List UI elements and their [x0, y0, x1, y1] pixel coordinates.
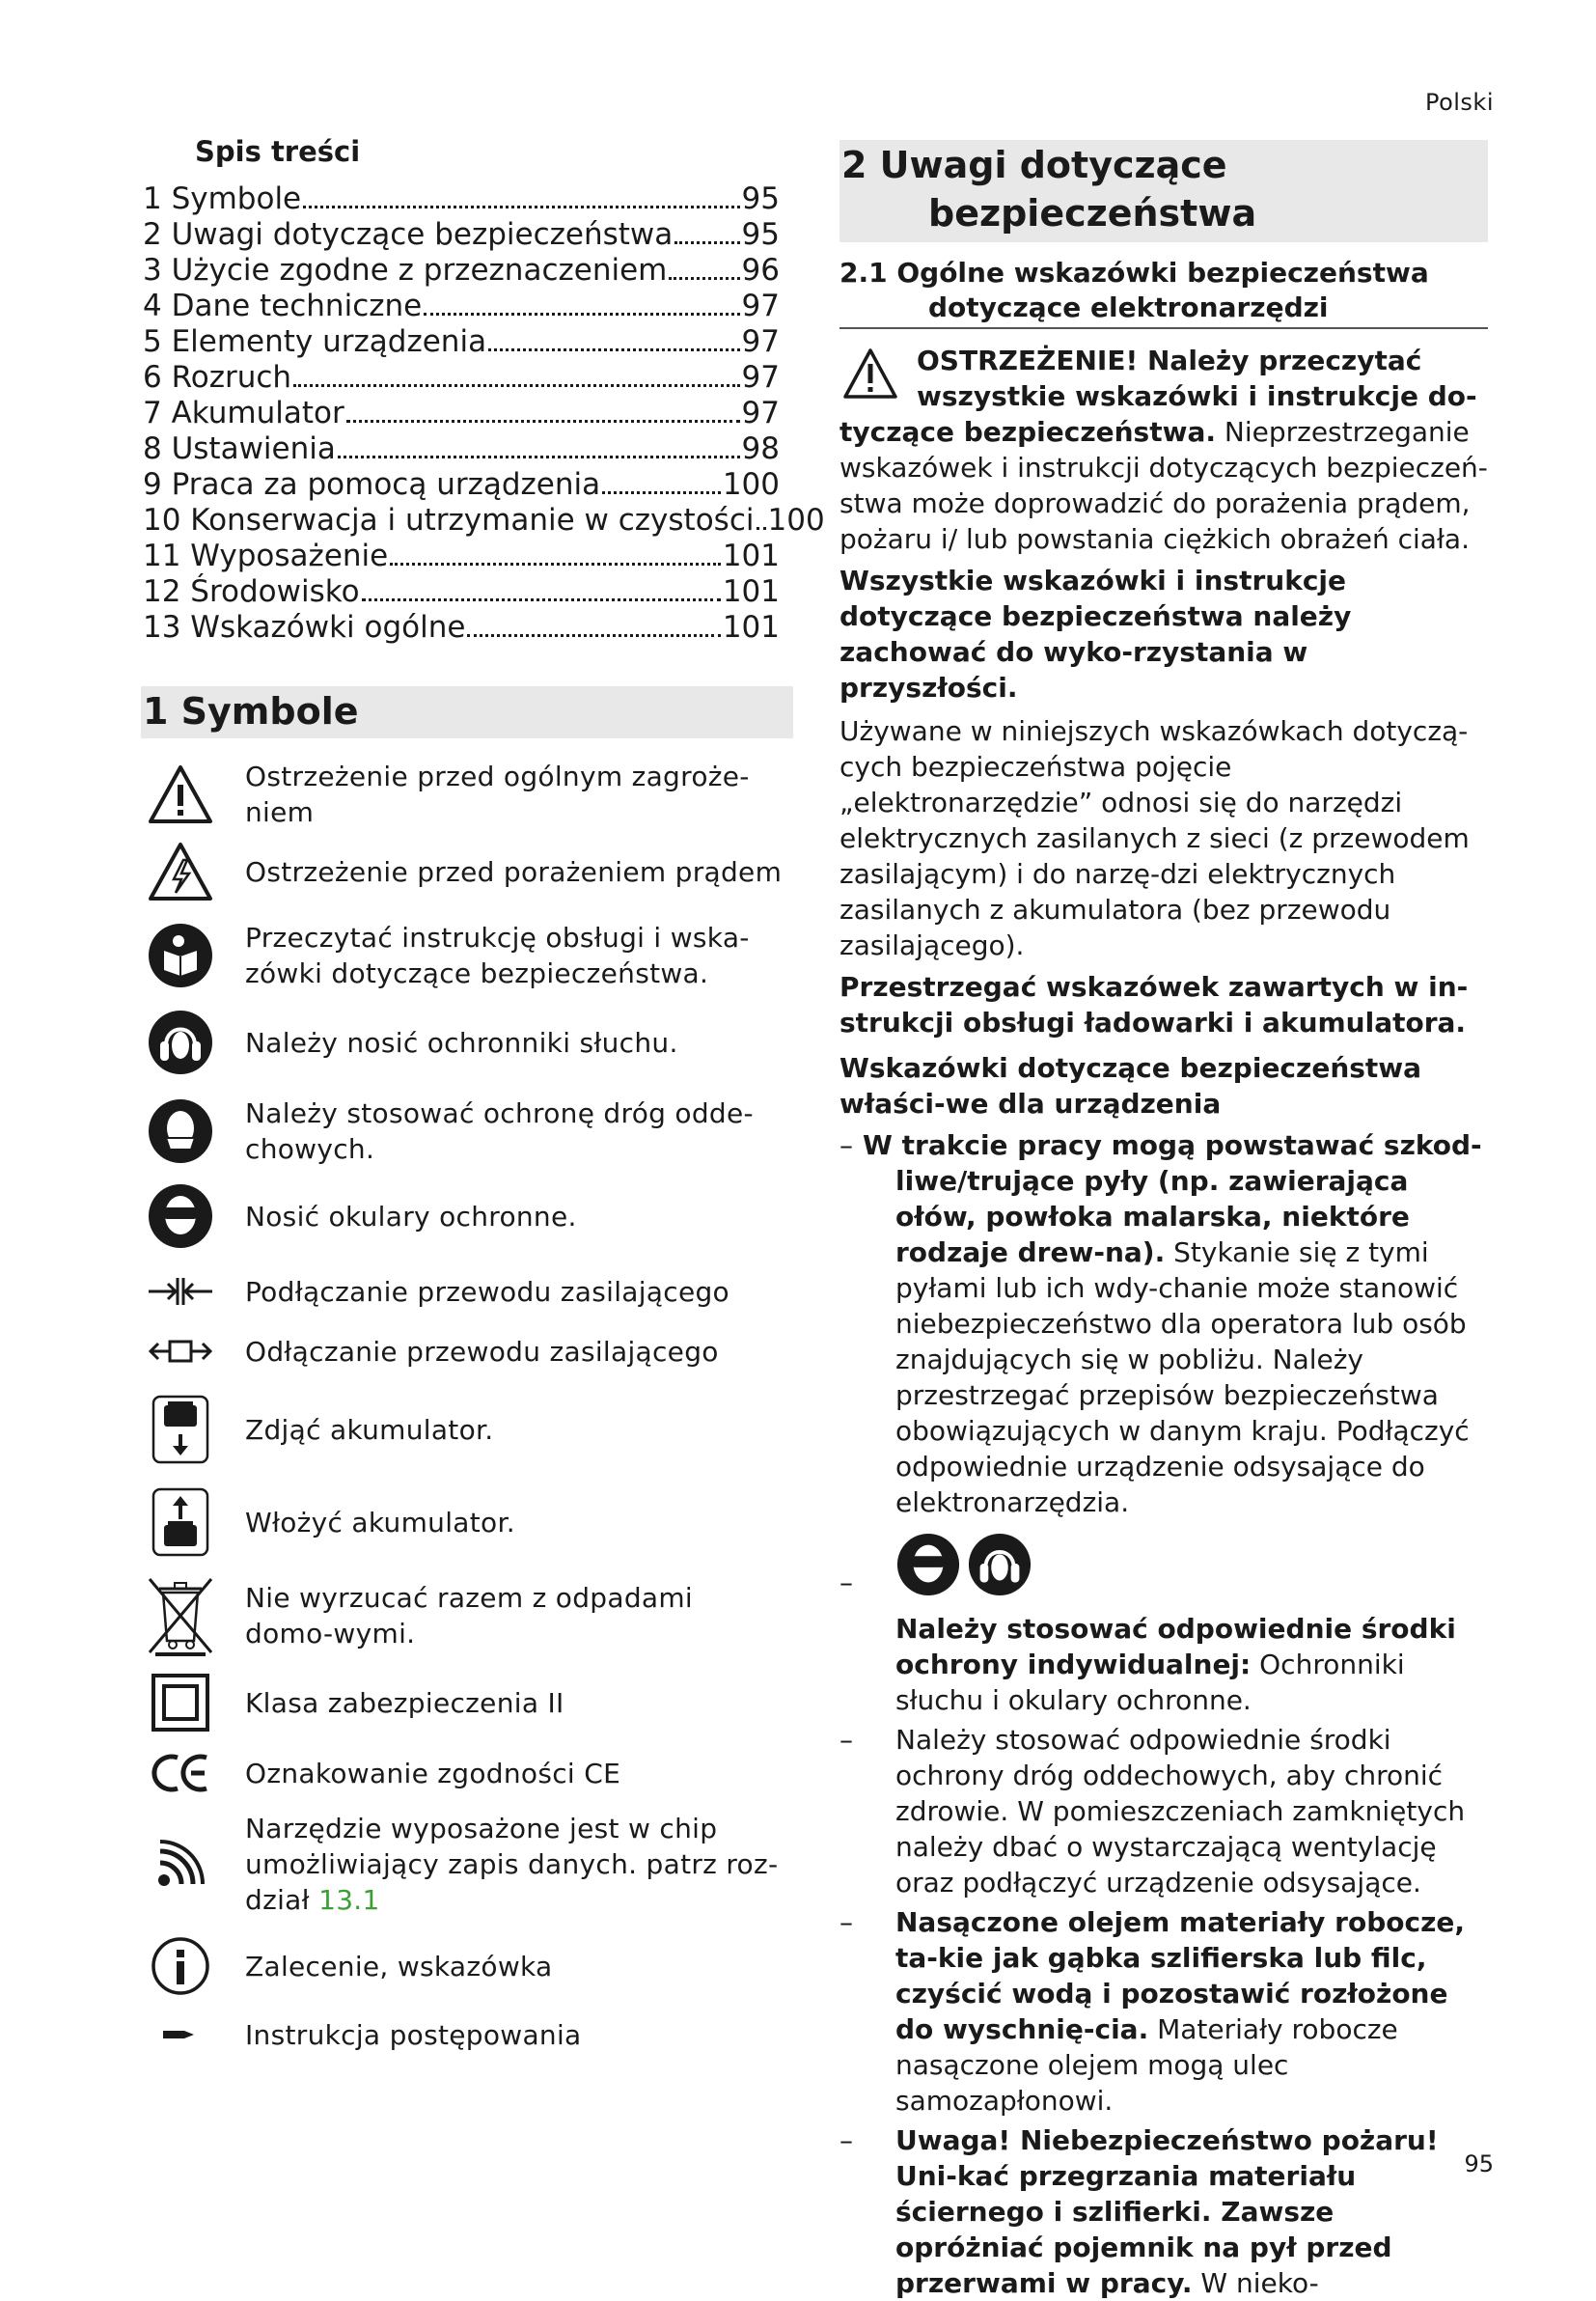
list-item: – Należy stosować odpowiednie środki ochrony dróg oddechowych, aby chronić zdrowie. W pomieszczeniach zamkniętych należy dbać o wystarczającą wentylację oraz podłączyć urządzenie odsysające. — [839, 1724, 1466, 1899]
toc-entry-page: 95 — [741, 217, 780, 252]
toc-entry-title: 10 Konserwacja i utrzymanie w czystości — [143, 503, 755, 538]
toc-entry-page: 97 — [741, 289, 780, 323]
toc-entry[interactable] — [143, 289, 780, 324]
symbol-item — [143, 1808, 791, 1920]
symbol-label: Zdjąć akumulator. — [245, 1413, 494, 1446]
ppe-icons-row: – — [839, 1530, 1488, 1605]
symbol-item — [143, 837, 791, 906]
toc-entry[interactable] — [143, 539, 780, 574]
toc-entry-page: 101 — [722, 574, 780, 609]
chapter-link[interactable]: 13.1 — [318, 1883, 380, 1916]
toc-entry-title: 9 Praca za pomocą urządzenia — [143, 467, 601, 502]
toc-leader-dots — [674, 241, 739, 244]
left-column — [143, 135, 825, 2059]
toc-entry-page: 97 — [741, 360, 780, 395]
symbol-item — [143, 760, 791, 829]
toc-entry-title: 4 Dane techniczne — [143, 289, 423, 323]
toc-entry-title: 13 Wskazówki ogólne — [143, 610, 466, 645]
toc-entry-page: 97 — [741, 324, 780, 359]
read-manual-icon — [143, 918, 218, 993]
crossed-bin-icon — [143, 1574, 218, 1657]
toc-title: Spis treści — [195, 135, 361, 168]
symbol-label: Przeczytać instrukcję obsługi i wska-zówki dotyczące bezpieczeństwa. — [245, 922, 750, 989]
toc-entry[interactable] — [143, 431, 780, 467]
symbol-label: Klasa zabezpieczenia II — [245, 1686, 564, 1719]
symbol-list — [143, 760, 791, 2059]
symbol-label: Narzędzie wyposażone jest w chip umożliwiający zapis danych. patrz roz-dział 13.1 — [245, 1812, 779, 1916]
symbol-label: Ostrzeżenie przed ogólnym zagroże-niem — [245, 761, 750, 828]
respiratory-protection-icon — [143, 1094, 218, 1169]
safety-goggles-icon — [895, 1532, 961, 1597]
list-item: – Nasączone olejem materiały robocze, ta-kie jak gąbka szlifierska lub filc, czyścić wodą i pozostawić rozłożone do wyschnię-cia. Materiały robocze nasączone olejem mogą ulec samozapłonowi. — [839, 1906, 1466, 2117]
symbol-item — [143, 1094, 791, 1169]
list-item: – Uwaga! Niebezpieczeństwo pożaru! Uni-kać przegrzania materiału ściernego i szlifierki. Zawsze opróżniać pojemnik na pył przed przerwami w pracy. W nieko- — [839, 2124, 1439, 2299]
toc-entry-title: 1 Symbole — [143, 181, 302, 216]
symbol-item — [143, 1669, 791, 1736]
keep-instructions-note: Wszystkie wskazówki i instrukcje dotyczące bezpieczeństwa należy zachować do wyko-rzystania w przyszłości. — [839, 565, 1352, 704]
warning-block: OSTRZEŻENIE! Należy przeczytać wszystkie wskazówki i instrukcje do- tyczące bezpieczeństwa. Nieprzestrzeganie wskazówek i instrukcji dotyczących bezpieczeń-stwa może doprowadzić do porażenia prądem, pożaru i/ lub powstania ciężkich obrażeń ciała. — [839, 345, 1488, 555]
toc-leader-dots — [362, 598, 721, 601]
instruction-arrow-icon — [143, 2010, 218, 2059]
toc-entry-title: 11 Wyposażenie — [143, 539, 389, 573]
device-safety-heading: Wskazówki dotyczące bezpieczeństwa właści-we dla urządzenia — [839, 1052, 1422, 1120]
warning-icon — [841, 347, 899, 404]
page-number: 95 — [1464, 2150, 1494, 2177]
definition-paragraph: Używane w niniejszych wskazówkach dotyczą-cych bezpieczeństwa pojęcie „elektronarzędzie” odnosi się do narzędzi elektrycznych zasilanych z sieci (z przewodem zasilającym) i do narzę-dzi elektrycznych zasilanych z akumulatora (bez przewodu zasilającego). — [839, 715, 1470, 961]
battery-remove-icon — [143, 1392, 218, 1467]
symbol-label: Podłączanie przewodu zasilającego — [245, 1275, 729, 1308]
toc-entry[interactable] — [143, 574, 780, 610]
list-item: – W trakcie pracy mogą powstawać szkod-liwe/trujące pyły (np. zawierająca ołów, powłoka malarska, niektóre rodzaje drew-na). Stykanie się z tymi pyłami lub ich wdy-chanie może stanowić niebezpieczeństwo dla operatora lub osób znajdujących się w pobliżu. Należy przestrzegać przepisów bezpieczeństwa obowiązujących w danym kraju. Podłączyć odpowiednie urządzenie odsysające do elektronarzędzia. — [839, 1129, 1482, 1518]
toc-leader-dots — [488, 348, 739, 351]
toc-leader-dots — [757, 527, 766, 530]
nfc-chip-icon — [143, 1826, 218, 1901]
symbol-label: Ostrzeżenie przed porażeniem prądem — [245, 855, 783, 888]
subsection-heading: 2.1 Ogólne wskazówki bezpieczeństwa dotyczące elektronarzędzi — [839, 256, 1488, 329]
toc-leader-dots — [467, 634, 720, 637]
toc-entry-title: 5 Elementy urządzenia — [143, 324, 487, 359]
toc-leader-dots — [602, 491, 721, 494]
toc-entry-title: 2 Uwagi dotyczące bezpieczeństwa — [143, 217, 674, 252]
symbol-item — [143, 1178, 791, 1254]
battery-insert-icon — [143, 1484, 218, 1560]
charger-note: Przestrzegać wskazówek zawartych w in-strukcji obsługi ładowarki i akumulatora. — [839, 971, 1469, 1039]
general-warning-icon — [143, 757, 218, 832]
plug-disconnect-icon — [143, 1327, 218, 1375]
toc-entry-page: 96 — [741, 253, 780, 288]
symbol-item — [143, 1485, 791, 1559]
toc-entry-title: 6 Rozruch — [143, 360, 292, 395]
toc-leader-dots — [346, 420, 740, 423]
toc-leader-dots — [303, 206, 739, 208]
symbol-item — [143, 1574, 791, 1657]
ce-mark-icon — [143, 1746, 218, 1800]
symbol-item — [143, 1267, 791, 1316]
toc-leader-dots — [390, 563, 721, 566]
symbol-label: Należy stosować ochronę dróg odde-chowych. — [245, 1097, 754, 1165]
language-label: Polski — [1424, 89, 1494, 116]
right-column — [839, 140, 1488, 2301]
symbol-item — [143, 1393, 791, 1466]
symbol-item — [143, 1005, 791, 1080]
toc-entry[interactable] — [143, 360, 780, 396]
symbol-label: Zalecenie, wskazówka — [245, 1950, 553, 1982]
toc-entry-title: 8 Ustawienia — [143, 431, 336, 466]
toc-leader-dots — [338, 456, 740, 458]
electric-shock-warning-icon — [143, 834, 218, 909]
symbol-label: Odłączanie przewodu zasilającego — [245, 1335, 719, 1368]
plug-connect-icon — [143, 1267, 218, 1316]
toc-entry[interactable] — [143, 396, 780, 431]
symbol-label: Oznakowanie zgodności CE — [245, 1757, 621, 1789]
toc-entry-page: 98 — [741, 431, 780, 466]
toc-entry[interactable] — [143, 253, 780, 289]
table-of-contents — [143, 181, 825, 646]
symbol-item — [143, 1746, 791, 1800]
safety-goggles-icon — [143, 1178, 218, 1254]
toc-leader-dots — [669, 277, 739, 280]
toc-entry-title: 12 Środowisko — [143, 574, 360, 609]
toc-entry-page: 101 — [722, 539, 780, 573]
toc-entry-page: 101 — [722, 610, 780, 645]
toc-entry-page: 97 — [741, 396, 780, 430]
symbol-item — [143, 2010, 791, 2059]
toc-entry-page: 95 — [741, 181, 780, 216]
toc-entry[interactable] — [143, 217, 780, 253]
toc-entry[interactable] — [143, 467, 780, 503]
toc-entry[interactable] — [143, 324, 780, 360]
toc-entry-title: 7 Akumulator — [143, 396, 344, 430]
toc-leader-dots — [424, 313, 739, 316]
ear-protection-icon — [967, 1532, 1032, 1597]
toc-entry[interactable] — [143, 181, 780, 217]
toc-entry[interactable] — [143, 610, 780, 646]
symbols-heading: 1 Symbole — [141, 686, 793, 738]
symbol-label: Instrukcja postępowania — [245, 2018, 582, 2051]
symbol-label: Nosić okulary ochronne. — [245, 1200, 577, 1233]
list-item: Należy stosować odpowiednie środki ochrony indywidualnej: Ochronniki słuchu i okulary ochronne. — [895, 1613, 1456, 1716]
protection-class-ii-icon — [143, 1665, 218, 1740]
ear-protection-icon — [143, 1005, 218, 1080]
toc-leader-dots — [293, 384, 740, 387]
toc-entry[interactable] — [143, 503, 825, 539]
symbol-item — [143, 1327, 791, 1375]
toc-entry-page: 100 — [767, 503, 825, 538]
toc-entry-title: 3 Użycie zgodne z przeznaczeniem — [143, 253, 668, 288]
symbol-label: Włożyć akumulator. — [245, 1506, 515, 1539]
symbol-item — [143, 918, 791, 993]
symbol-label: Nie wyrzucać razem z odpadami domo-wymi. — [245, 1582, 694, 1650]
symbol-label: Należy nosić ochronniki słuchu. — [245, 1026, 678, 1059]
safety-heading: 2 Uwagi dotyczące bezpieczeństwa — [839, 140, 1488, 242]
symbol-item — [143, 1935, 791, 1997]
toc-entry-page: 100 — [722, 467, 780, 502]
info-icon — [143, 1928, 218, 2004]
